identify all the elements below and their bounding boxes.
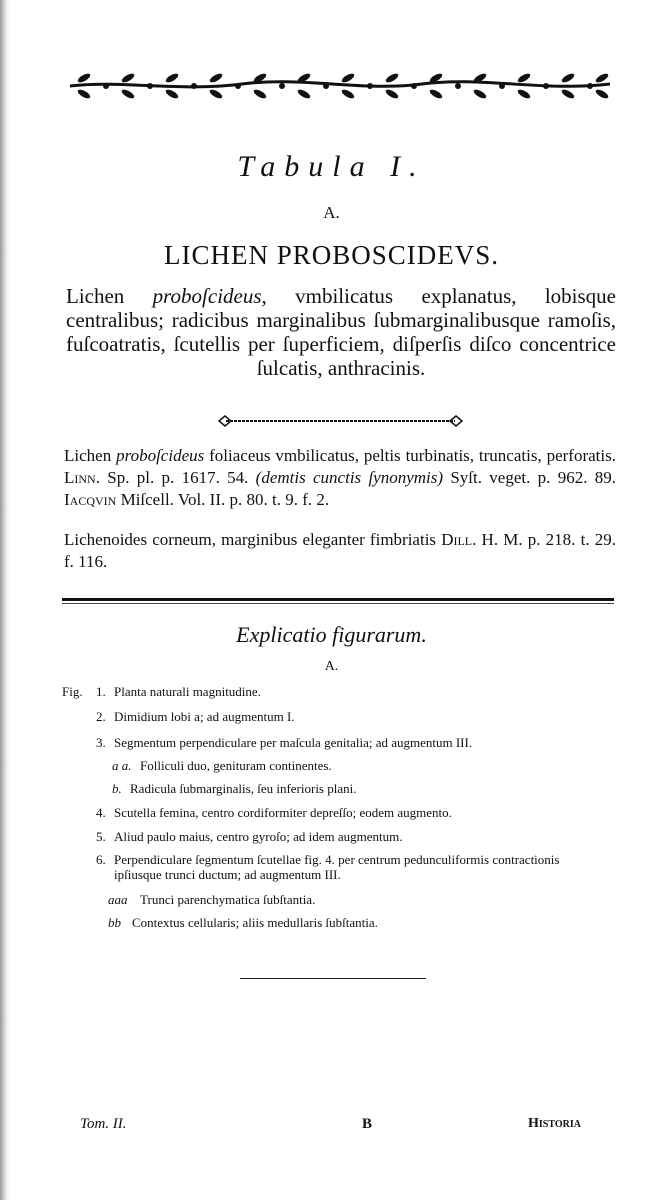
description-lead: Lichen bbox=[66, 284, 153, 308]
list-item bbox=[114, 867, 341, 883]
list-item-text: Perpendiculare ſegmentum ſcutellae fig. 4. per centrum pedunculiformis contractionis bbox=[114, 852, 560, 867]
list-item-text: Scutella femina, centro cordiformiter depreſſo; eodem augmento. bbox=[114, 805, 452, 820]
list-item-number: aaa bbox=[108, 892, 128, 907]
synonym-1-author-jacquin: Iacqvin bbox=[64, 490, 117, 509]
divider-ornament-icon bbox=[218, 414, 463, 428]
list-item-text: Planta naturali magnitudine. bbox=[114, 684, 261, 699]
synonym-paragraph-1 bbox=[64, 445, 616, 511]
list-item-text: Radicula ſubmarginalis, ſeu inferioris plani. bbox=[130, 781, 357, 796]
list-item-text: Dimidium lobi a; ad augmentum I. bbox=[114, 709, 295, 724]
list-item-text: Trunci parenchymatica ſubſtantia. bbox=[140, 892, 316, 907]
species-heading: LICHEN PROBOSCIDEVS. bbox=[163, 240, 500, 270]
section-double-rule bbox=[62, 598, 614, 601]
synonym-1-text-c: Syſt. veget. p. 962. 89. bbox=[443, 468, 616, 487]
list-item bbox=[96, 735, 472, 751]
list-item bbox=[96, 805, 452, 821]
synonym-1-text-a: foliaceus vmbilicatus, peltis turbinatis, truncatis, perforatis. bbox=[204, 446, 616, 465]
list-item-number: 6. bbox=[96, 852, 106, 867]
explication-title: Explicatio figurarum. bbox=[236, 622, 427, 647]
synonym-1-author-linnaeus: Linn. bbox=[64, 468, 100, 487]
catchword: Historia bbox=[528, 1116, 581, 1131]
synonym-1-note: (demtis cunctis ſynonymis) bbox=[255, 468, 444, 487]
list-item-number: a a. bbox=[112, 758, 132, 773]
list-item bbox=[108, 892, 315, 908]
list-item-text: Aliud paulo maius, centro gyroſo; ad idem augmentum. bbox=[114, 829, 403, 844]
list-item bbox=[96, 852, 559, 868]
list-item-number: b. bbox=[112, 781, 122, 796]
volume-marker: Tom. II. bbox=[80, 1116, 127, 1132]
synonym-1-lead: Lichen bbox=[64, 446, 117, 465]
list-item bbox=[96, 829, 402, 845]
synonym-1-text-d: Miſcell. Vol. II. p. 80. t. 9. f. 2. bbox=[116, 490, 330, 509]
synonym-1-text-b: Sp. pl. p. 1617. 54. bbox=[99, 468, 256, 487]
list-item-number: 3. bbox=[96, 735, 106, 750]
synonym-2-text-b: H. M. p. 218. t. 29. f. 116. bbox=[64, 530, 616, 571]
list-item-number: 4. bbox=[96, 805, 106, 820]
list-item-text: Contextus cellularis; aliis medullaris ſubſtantia. bbox=[132, 915, 378, 930]
synonym-2-text-a: Lichenoides corneum, marginibus eleganter fimbriatis bbox=[64, 530, 442, 549]
list-item bbox=[112, 781, 356, 797]
list-item-text: Folliculi duo, genituram continentes. bbox=[140, 758, 332, 773]
signature-mark: B bbox=[362, 1116, 373, 1132]
species-description bbox=[66, 284, 616, 380]
synonym-paragraph-2 bbox=[64, 529, 616, 573]
floral-ornament-icon bbox=[62, 66, 617, 106]
list-item-number: 1. bbox=[96, 684, 106, 699]
list-item bbox=[108, 915, 378, 931]
synonym-2-author-dillenius: Dill. bbox=[441, 530, 477, 549]
end-rule bbox=[240, 978, 426, 979]
list-item-text: ipſiusque trunci ductum; ad augmentum III. bbox=[114, 867, 341, 882]
list-item bbox=[96, 709, 295, 725]
description-text: , vmbilicatus explanatus, lobisque centralibus; radicibus marginalibus ſubmarginalibusque ramoſis, fuſcoatratis, ſcutellis per ſuperficiem, diſperſis diſco concentrice ſulcatis, anthracinis. bbox=[66, 284, 616, 380]
explication-letter: A. bbox=[324, 659, 339, 674]
list-item-number: 5. bbox=[96, 829, 106, 844]
fig-label: Fig. bbox=[62, 684, 83, 699]
list-item-number: 2. bbox=[96, 709, 106, 724]
plate-title: Tabula I. bbox=[237, 150, 426, 183]
description-epithet: proboſcideus bbox=[152, 284, 262, 308]
list-item bbox=[96, 684, 261, 700]
list-item-number: bb bbox=[108, 915, 121, 930]
synonym-1-epithet: proboſcideus bbox=[116, 446, 205, 465]
plate-letter: A. bbox=[323, 203, 340, 222]
list-item bbox=[112, 758, 332, 774]
list-item-text: Segmentum perpendiculare per maſcula genitalia; ad augmentum III. bbox=[114, 735, 473, 750]
